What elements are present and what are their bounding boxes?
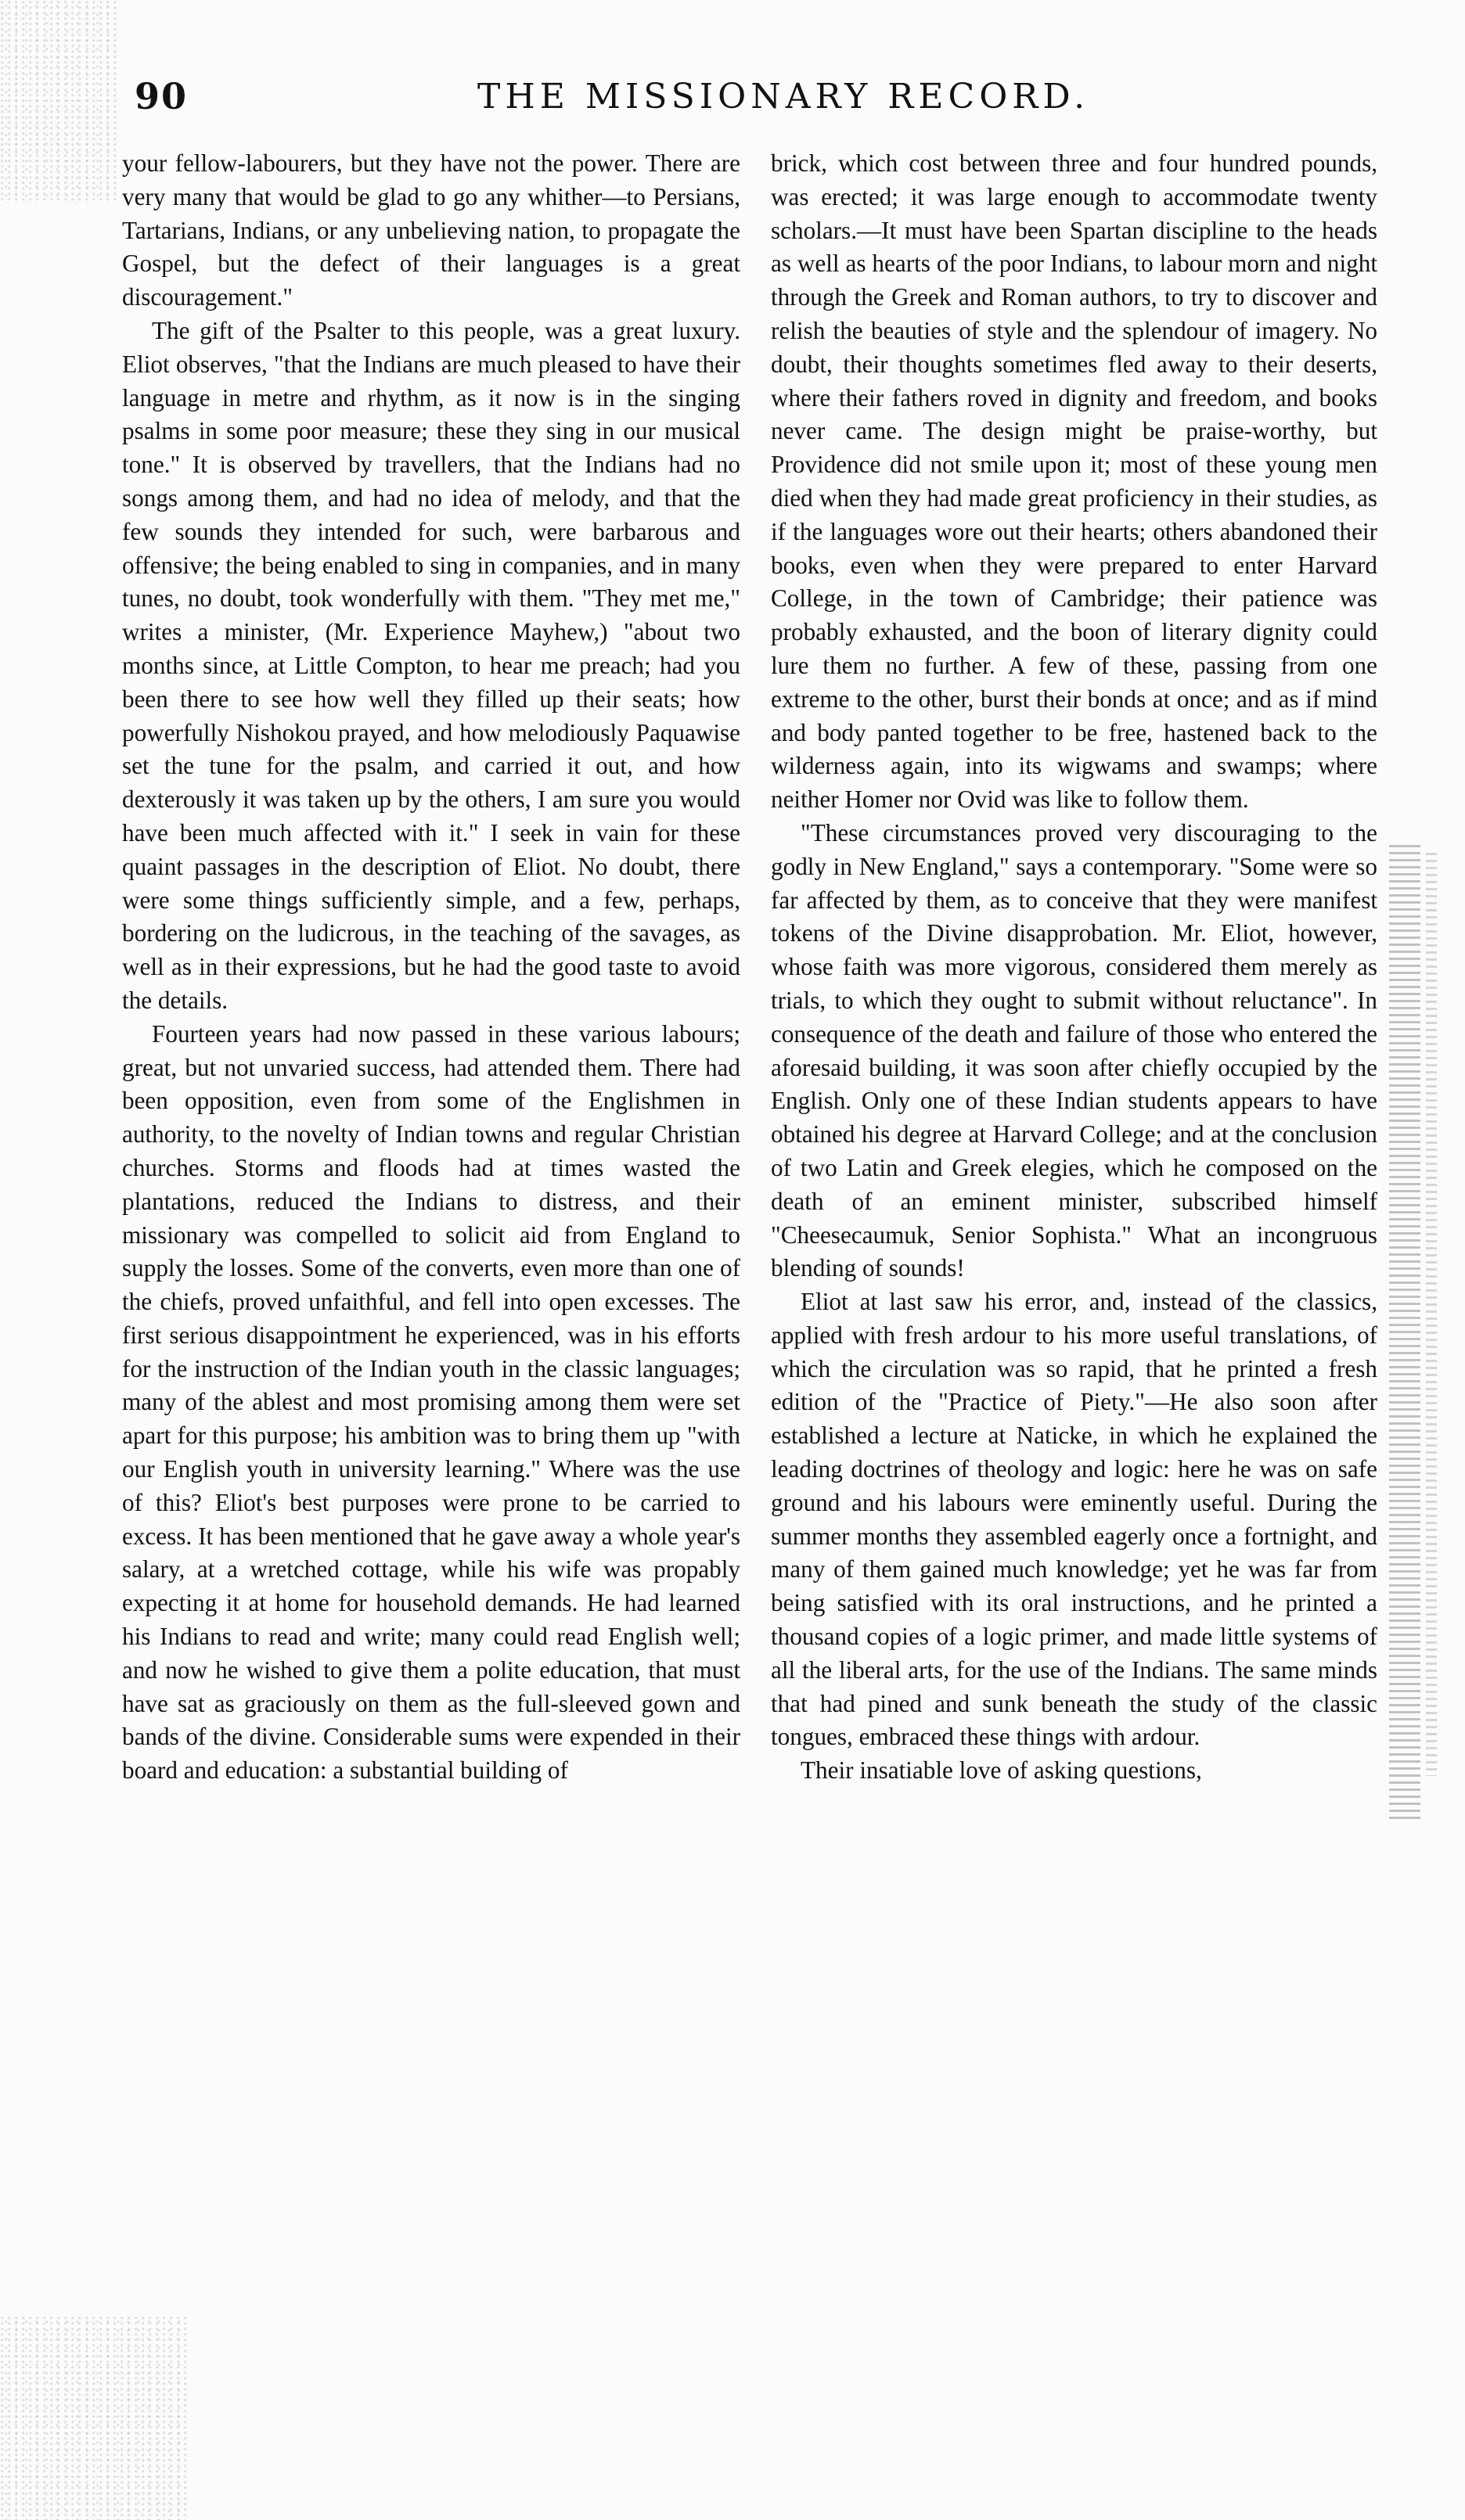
paragraph: Eliot at last saw his error, and, instead of the classics, applied with fresh ardour to his more useful translations, of which the circulation was so rapid, that he printed a fresh edition of the "Practice of Piety."—He also soon after established a lecture at Naticke, in which he explained the leading doctrines of theology and logic: here he was on safe ground and his labours were eminently useful. During the summer months they assembled eagerly once a fortnight, and many of them gained much knowledge; yet he was far from being satisfied with its oral instructions, and he printed a thousand copies of a logic primer, and made little systems of all the liberal arts, for the use of the Indians. The same minds that had pined and sunk beneath the study of the classic tongues, embraced these things with ardour. — [771, 1288, 1377, 1751]
paragraph: "These circumstances proved very discouraging to the godly in New England," says a contemporary. "Some were so far affected by them, as to conceive that they were manifest tokens of the Divine disapprobation. Mr. Eliot, however, whose faith was more vigorous, considered them merely as trials, to which they ought to submit without reluctance". In consequence of the death and failure of those who entered the aforesaid building, it was soon after chiefly occupied by the English. Only one of these Indian students appears to have obtained his degree at Harvard College; and at the conclusion of two Latin and Greek elegies, which he composed on the death of an eminent minister, subscribed himself "Cheesecaumuk, Senior Sophista." What an incongruous blending of sounds! — [771, 818, 1377, 1282]
scan-noise-bottom — [0, 2316, 188, 2520]
margin-annotation-marks — [1389, 845, 1420, 1823]
paragraph: The gift of the Psalter to this people, was a great luxury. Eliot observes, "that the Indians are much pleased to have their language in metre and rhythm, as it now is in the singing psalms in some poor measure; these they sing in our musical tone." It is observed by travellers, that the Indians had no songs among them, and had no idea of melody, and that the few sounds they intended for such, were barbarous and offensive; the being enabled to sing in companies, and in many tunes, no doubt, took wonderfully with them. "They met me," writes a minister, (Mr. Experience Mayhew,) "about two months since, at Little Compton, to hear me preach; had you been there to see how well they filled up their seats; how powerfully Nishokou prayed, and how melodiously Paquawise set the tune for the psalm, and carried it out, and how dexterously it was taken up by the others, I am sure you would have been much affected with it." I seek in vain for these quaint passages in the description of Eliot. No doubt, there were some things sufficiently simple, and a few, perhaps, bordering on the ludicrous, in the teaching of the savages, as well as in their expressions, but he had the good taste to avoid the details. — [122, 316, 740, 1014]
paragraph: Their insatiable love of asking questions, — [801, 1756, 1202, 1785]
page-number: 90 — [135, 75, 189, 117]
margin-annotation-marks-faint — [1426, 853, 1437, 1776]
running-title: THE MISSIONARY RECORD. — [477, 77, 1090, 117]
paragraph: your fellow-labourers, but they have not the power. There are very many that would be glad to go any whither—to Persians, Tartarians, Indians, or any unbelieving nation, to propagate the Gospel, but the defect of their languages is a great discouragement." — [122, 149, 740, 311]
right-column — [771, 147, 1377, 1788]
paragraph: brick, which cost between three and four hundred pounds, was erected; it was large enough to accommodate twenty scholars.—It must have been Spartan discipline to the heads as well as hearts of the poor Indians, to labour morn and night through the Greek and Roman authors, to try to discover and relish the beauties of style and the splendour of imagery. No doubt, their thoughts sometimes fled away to their deserts, where their fathers roved in dignity and freedom, and books never came. The design might be praise-worthy, but Providence did not smile upon it; most of these young men died when they had made great proficiency in their studies, as if the languages wore out their hearts; others abandoned their books, even when they were prepared to enter Harvard College, in the town of Cambridge; their patience was probably exhausted, and the boon of literary dignity could lure them no further. A few of these, passing from one extreme to the other, burst their bonds at once; and as if mind and body panted together to be free, hastened back to the wilderness again, into its wigwams and swamps; where neither Homer nor Ovid was like to follow them. — [771, 149, 1377, 814]
paragraph: Fourteen years had now passed in these various labours; great, but not unvaried success, had attended them. There had been opposition, even from some of the Englishmen in authority, to the novelty of Indian towns and regular Christian churches. Storms and floods had at times wasted the plantations, reduced the Indians to distress, and their missionary was compelled to solicit aid from England to supply the losses. Some of the converts, even more than one of the chiefs, proved unfaithful, and fell into open excesses. The first serious disappointment he experienced, was in his efforts for the instruction of the Indian youth in the classic languages; many of the ablest and most promising among them were set apart for this purpose; his ambition was to bring them up "with our English youth in university learning." Where was the use of this? Eliot's best purposes were prone to be carried to excess. It has been mentioned that he gave away a whole year's salary, at a wretched cottage, while his wife was propably expecting it at home for household demands. He had learned his Indians to read and write; many could read English well; and now he wished to give them a polite education, that must have sat as graciously on them as the full-sleeved gown and bands of the divine. Considerable sums were expended in their board and education: a substantial building of — [122, 1019, 740, 1785]
left-column — [122, 147, 740, 1788]
scan-noise-top — [0, 0, 117, 203]
